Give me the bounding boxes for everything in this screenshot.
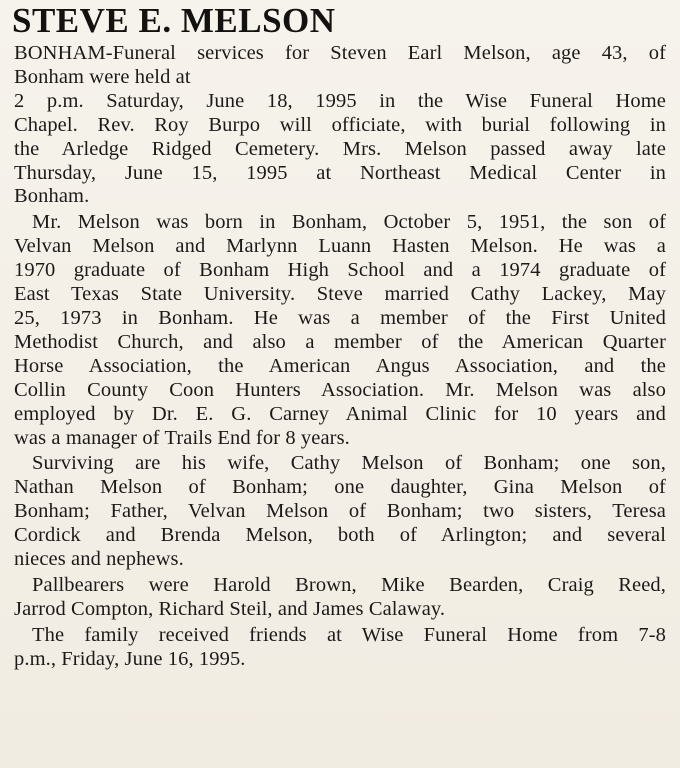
- text-line: Nathan Melson of Bonham; one daughter, Gina Melson of: [14, 476, 666, 499]
- obituary-paragraph: [14, 624, 666, 672]
- text-line: nieces and nephews.: [14, 548, 184, 571]
- text-line: 1970 graduate of Bonham High School and a 1974 graduate of: [14, 259, 666, 282]
- text-line: 25, 1973 in Bonham. He was a member of the First United: [14, 306, 666, 329]
- text-line: The family received friends at Wise Funeral Home from 7-8: [32, 623, 666, 646]
- text-line: East Texas State University. Steve married Cathy Lackey, May: [14, 283, 666, 306]
- text-line: Jarrod Compton, Richard Steil, and James Calaway.: [14, 597, 446, 620]
- text-line: Collin County Coon Hunters Association. Mr. Melson was also: [14, 378, 666, 401]
- text-line: 2 p.m. Saturday, June 18, 1995 in the Wise Funeral Home: [14, 89, 666, 112]
- text-line: Bonham.: [14, 185, 90, 208]
- obituary-paragraph: [14, 452, 666, 572]
- text-line: employed by Dr. E. G. Carney Animal Clinic for 10 years and: [14, 402, 666, 425]
- text-line: Cordick and Brenda Melson, both of Arlington; and several: [14, 524, 666, 547]
- text-line: Horse Association, the American Angus Association, and the: [14, 354, 666, 377]
- text-line: Bonham were held at: [14, 65, 191, 88]
- text-line: p.m., Friday, June 16, 1995.: [14, 647, 246, 670]
- obituary-body: [14, 42, 666, 672]
- obituary-paragraph: [14, 211, 666, 450]
- text-line: Surviving are his wife, Cathy Melson of Bonham; one son,: [32, 452, 666, 475]
- obituary-paragraph: [14, 574, 666, 622]
- text-line: Thursday, June 15, 1995 at Northeast Medical Center in: [14, 161, 666, 184]
- text-line: Chapel. Rev. Roy Burpo will officiate, with burial following in: [14, 113, 666, 136]
- text-line: BONHAM-Funeral services for Steven Earl Melson, age 43, of: [14, 42, 666, 64]
- text-line: the Arledge Ridged Cemetery. Mrs. Melson passed away late: [14, 137, 666, 160]
- text-line: was a manager of Trails End for 8 years.: [14, 426, 350, 449]
- obituary-headline: STEVE E. MELSON: [12, 1, 336, 40]
- text-line: Bonham; Father, Velvan Melson of Bonham; two sisters, Teresa: [14, 500, 666, 523]
- text-line: Mr. Melson was born in Bonham, October 5, 1951, the son of: [32, 211, 666, 234]
- text-line: Velvan Melson and Marlynn Luann Hasten Melson. He was a: [14, 235, 666, 258]
- text-line: Methodist Church, and also a member of the American Quarter: [14, 330, 666, 353]
- text-line: Pallbearers were Harold Brown, Mike Bearden, Craig Reed,: [32, 573, 666, 596]
- obituary-paragraph: [14, 42, 666, 209]
